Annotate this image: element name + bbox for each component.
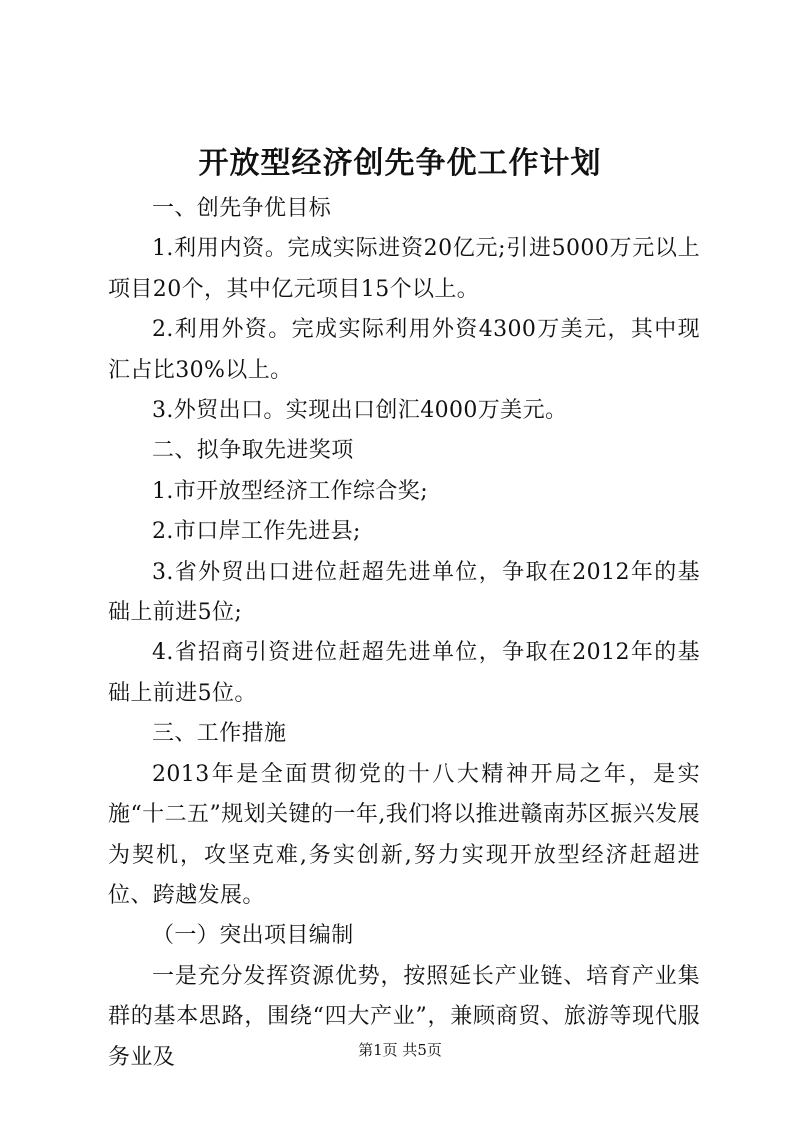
paragraph-award-3: 3.省外贸出口进位赶超先进单位，争取在2012年的基础上前进5位; <box>108 559 700 626</box>
paragraph-foreign-trade-export: 3.外贸出口。实现出口创汇4000万美元。 <box>152 398 568 424</box>
paragraph-domestic-investment: 1.利用内资。完成实际进资20亿元;引进5000万元以上项目20个，其中亿元项目15个以上。 <box>108 236 700 302</box>
document-body <box>108 189 700 1078</box>
page-footer: 第1页 共5页 <box>358 1041 442 1059</box>
section-heading-awards: 二、拟争取先进奖项 <box>152 438 354 464</box>
paragraph-award-2: 2.市口岸工作先进县; <box>152 519 361 545</box>
subsection-heading-projects: （一）突出项目编制 <box>152 923 354 949</box>
paragraph-award-4: 4.省招商引资进位赶超先进单位，争取在2012年的基础上前进5位。 <box>108 640 700 706</box>
paragraph-award-1: 1.市开放型经济工作综合奖; <box>152 478 429 504</box>
section-heading-goals: 一、创先争优目标 <box>152 196 332 221</box>
document-title: 开放型经济创先争优工作计划 <box>198 146 602 181</box>
section-heading-measures: 三、工作措施 <box>152 721 287 747</box>
paragraph-foreign-investment: 2.利用外资。完成实际利用外资4300万美元，其中现汇占比30%以上。 <box>108 317 700 383</box>
paragraph-projects-1: 一是充分发挥资源优势，按照延长产业链、培育产业集群的基本思路，围绕“四大产业”，兼顾商贸、旅游等现代服务业及 <box>108 963 700 1070</box>
paragraph-measures-intro: 2013年是全面贯彻党的十八大精神开局之年，是实施“十二五”规划关键的一年,我们将以推进赣南苏区振兴发展为契机，攻坚克难,务实创新,努力实现开放型经济赶超进位、跨越发展。 <box>108 761 700 908</box>
